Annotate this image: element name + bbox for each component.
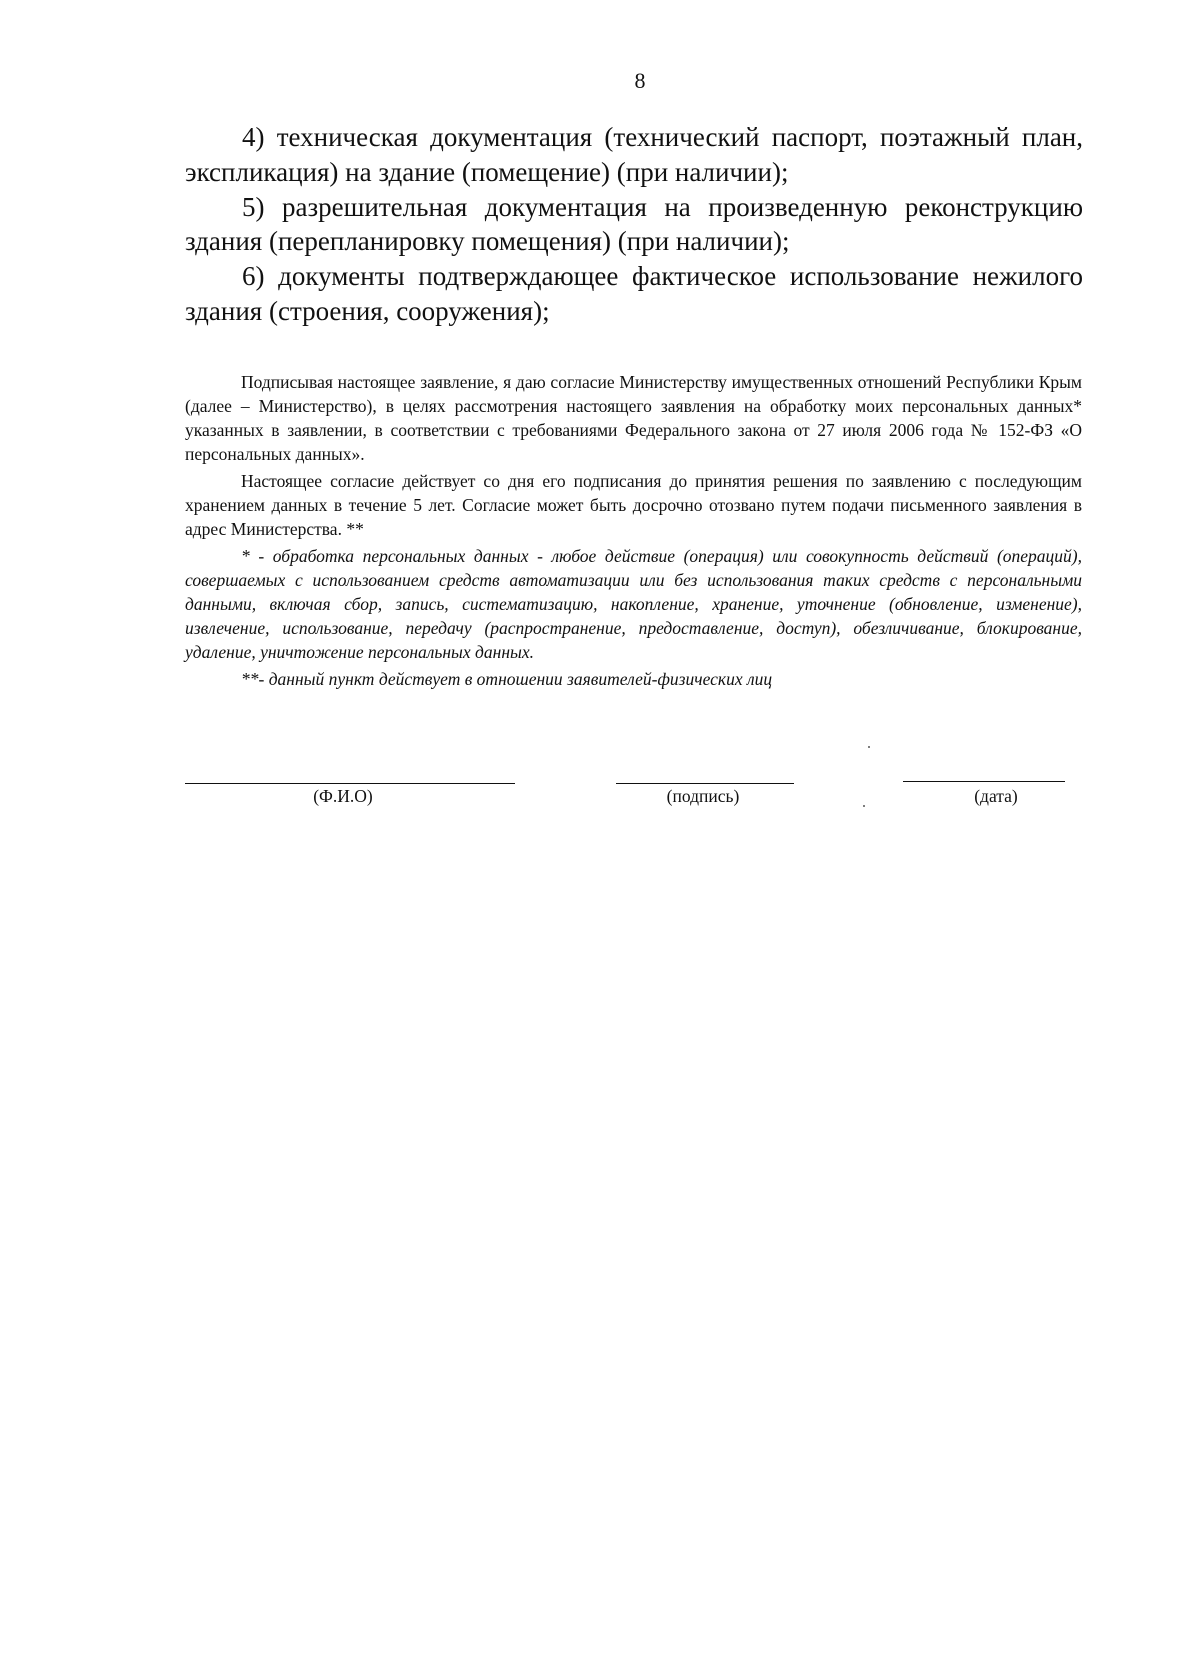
scan-speck: [868, 746, 870, 748]
name-signature-line: [185, 783, 515, 784]
list-item-6: 6) документы подтверждающее фактическое использование нежилого здания (строения, сооружения);: [185, 261, 1083, 326]
date-label: (дата): [974, 786, 1018, 806]
footnote-individuals: **- данный пункт действует в отношении заявителей-физических лиц: [241, 669, 773, 689]
consent-validity-paragraph: Настоящее согласие действует со дня его подписания до принятия решения по заявлению с последующим хранением данных в течение 5 лет. Согласие может быть досрочно отозвано путем подачи письменного заявления в адрес Министерства. **: [185, 471, 1082, 539]
consent-paragraph: Подписывая настоящее заявление, я даю согласие Министерству имущественных отношений Республики Крым (далее – Министерство), в целях рассмотрения настоящего заявления на обработку моих персональных данных* указанных в заявлении, в соответствии с требованиями Федерального закона от 27 июля 2006 года № 152-ФЗ «О персональных данных».: [185, 372, 1082, 464]
scan-speck: [863, 805, 865, 807]
signature-label: (подпись): [666, 786, 740, 806]
list-item-4: 4) техническая документация (технический паспорт, поэтажный план, экспликация) на здание (помещение) (при наличии);: [185, 122, 1083, 187]
document-list: [185, 120, 1083, 329]
footnote-processing-definition: * - обработка персональных данных - любое действие (операция) или совокупность действий (операций), совершаемых с использованием средств автоматизации или без использования таких средств с персональными данными, включая сбор, запись, систематизацию, накопление, хранение, уточнение (обновление, изменение), извлечение, использование, передачу (распространение, предоставление, доступ), обезличивание, блокирование, удаление, уничтожение персональных данных.: [185, 546, 1082, 662]
list-item-5: 5) разрешительная документация на произведенную реконструкцию здания (перепланировку помещения) (при наличии);: [185, 191, 1083, 256]
page-number: 8: [634, 68, 646, 93]
name-label: (Ф.И.О): [313, 786, 373, 806]
date-signature-line: [903, 781, 1065, 782]
signature-line: [616, 783, 794, 784]
consent-section: [185, 370, 1082, 694]
